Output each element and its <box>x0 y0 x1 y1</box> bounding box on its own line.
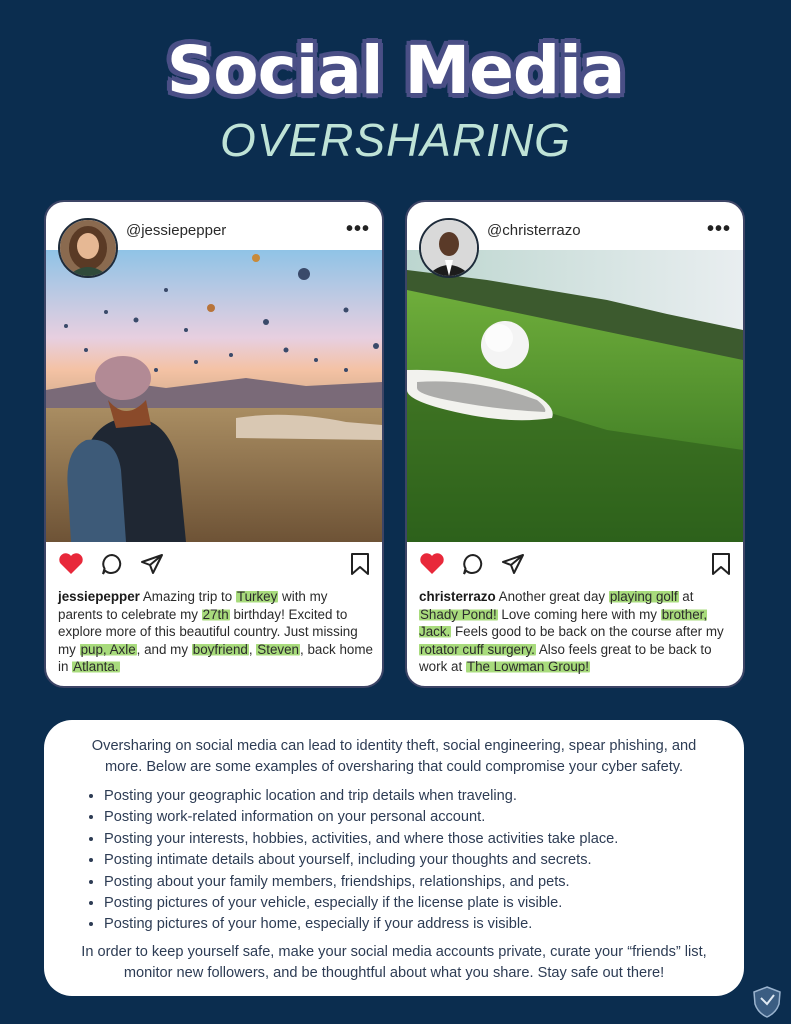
highlighted-overshare: Atlanta. <box>73 659 119 675</box>
more-icon[interactable]: ••• <box>345 218 370 240</box>
page-subtitle: OVERSHARING <box>220 114 571 166</box>
highlighted-overshare: Turkey <box>236 589 278 604</box>
info-panel <box>44 720 744 996</box>
caption-text: birthday! Excited to explore more of this beautiful country. Just missing my <box>58 606 358 657</box>
comment-icon[interactable] <box>461 552 485 576</box>
list-item: • Posting work-related information on your personal account. <box>104 807 734 828</box>
list-item: • Posting your geographic location and trip details when traveling. <box>104 786 734 807</box>
post-handle[interactable]: @jessiepepper <box>126 222 227 239</box>
share-icon[interactable] <box>140 552 164 576</box>
caption-username[interactable]: jessiepepper <box>58 589 140 604</box>
tips-list <box>84 786 734 936</box>
share-icon[interactable] <box>501 552 525 576</box>
highlighted-overshare: The Lowman Group! <box>466 659 589 675</box>
post-photo-balloons <box>46 250 382 542</box>
caption-text: , <box>248 641 257 657</box>
highlighted-overshare: pup, Axle <box>80 641 136 657</box>
list-item: • Posting pictures of your home, especially if your address is visible. <box>104 914 734 935</box>
highlighted-overshare: boyfriend <box>192 641 248 657</box>
highlighted-overshare: Shady Pond! <box>420 606 497 622</box>
caption-text: , back home in <box>58 641 373 675</box>
post-header <box>407 202 743 250</box>
avatar[interactable] <box>58 218 118 278</box>
shield-logo-icon <box>752 986 782 1018</box>
caption-text: Amazing trip to <box>139 589 236 604</box>
highlighted-overshare: rotator cuff surgery. <box>420 641 535 657</box>
caption-text: with my parents to celebrate my <box>58 589 328 622</box>
list-item: • Posting intimate details about yourself, including your thoughts and secrets. <box>104 850 734 871</box>
highlighted-overshare: playing golf <box>609 589 678 604</box>
caption-text: Feels good to be back on the course after my <box>451 624 724 640</box>
post-caption <box>58 588 374 676</box>
caption-text: , and my <box>136 641 192 657</box>
more-icon[interactable]: ••• <box>706 218 731 240</box>
social-post-jessiepepper <box>44 200 384 688</box>
post-actions <box>419 552 731 582</box>
caption-username[interactable]: christerrazo <box>419 589 496 604</box>
outro-text: In order to keep yourself safe, make your social media accounts private, curate your “friends” list, monitor new followers, and be thoughtful about what you share. Stay safe out there! <box>81 944 707 981</box>
avatar[interactable] <box>419 218 479 278</box>
highlighted-overshare: Steven <box>257 641 299 657</box>
highlighted-overshare: brother, Jack. <box>419 606 708 640</box>
intro-text: Oversharing on social media can lead to identity theft, social engineering, spear phishing, and more. Below are some examples of oversharing that could compromise your cyber safety. <box>91 738 697 775</box>
caption-text: at <box>678 589 694 604</box>
heart-icon[interactable] <box>58 552 84 576</box>
highlighted-overshare: 27th <box>202 606 229 622</box>
caption-text: Also feels great to be back to work at <box>419 641 712 675</box>
comment-icon[interactable] <box>100 552 124 576</box>
list-item: • Posting pictures of your vehicle, especially if the license plate is visible. <box>104 893 734 914</box>
post-header <box>46 202 382 250</box>
heart-icon[interactable] <box>419 552 445 576</box>
caption-text: Love coming here with my <box>497 606 661 622</box>
list-item: • Posting about your family members, friendships, relationships, and pets. <box>104 872 734 893</box>
social-post-christerrazo <box>405 200 745 688</box>
post-photo-golf <box>407 250 743 542</box>
post-handle[interactable]: @christerrazo <box>487 222 581 239</box>
list-item: • Posting your interests, hobbies, activities, and where those activities take place. <box>104 829 734 850</box>
page-title: Social Media <box>166 32 625 109</box>
bookmark-icon[interactable] <box>350 552 370 576</box>
post-caption <box>419 588 735 676</box>
post-actions <box>58 552 370 582</box>
caption-text: Another great day <box>495 589 609 604</box>
bookmark-icon[interactable] <box>711 552 731 576</box>
